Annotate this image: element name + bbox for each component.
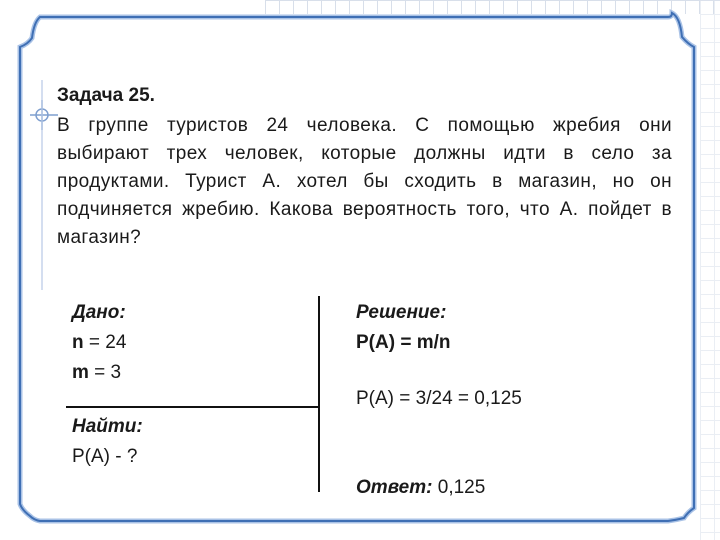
- find-expression: P(A) - ?: [72, 446, 138, 467]
- task-section: [57, 80, 672, 252]
- given-block: [72, 298, 126, 388]
- given-m-row: [72, 358, 126, 388]
- given-heading: Дано:: [72, 302, 126, 323]
- answer-label: Ответ:: [356, 477, 433, 498]
- solution-block: [356, 298, 450, 358]
- given-m-label: m: [72, 362, 89, 383]
- given-m-value: = 3: [88, 362, 122, 383]
- divider-vertical: [318, 296, 320, 492]
- given-n-row: [72, 328, 126, 358]
- answer-row: [356, 473, 485, 503]
- find-heading: Найти:: [72, 416, 143, 437]
- solution-formula: P(A) = m/n: [356, 332, 451, 353]
- solution-heading: Решение:: [356, 302, 447, 323]
- divider-horizontal: [66, 406, 320, 408]
- task-title: Задача 25.: [57, 85, 155, 106]
- answer-value: 0,125: [432, 477, 486, 498]
- find-block: [72, 412, 143, 472]
- given-n-label: n: [72, 332, 84, 353]
- solution-calculation: P(A) = 3/24 = 0,125: [356, 388, 522, 409]
- given-n-value: = 24: [83, 332, 127, 353]
- task-text: В группе туристов 24 человека. С помощью жребия они выбирают трех человек, которые должны идти в село за продуктами. Турист А. хотел бы сходить в магазин, но он подчиняется жребию. Какова вероятность того, что А. пойдет в магазин?: [57, 115, 672, 248]
